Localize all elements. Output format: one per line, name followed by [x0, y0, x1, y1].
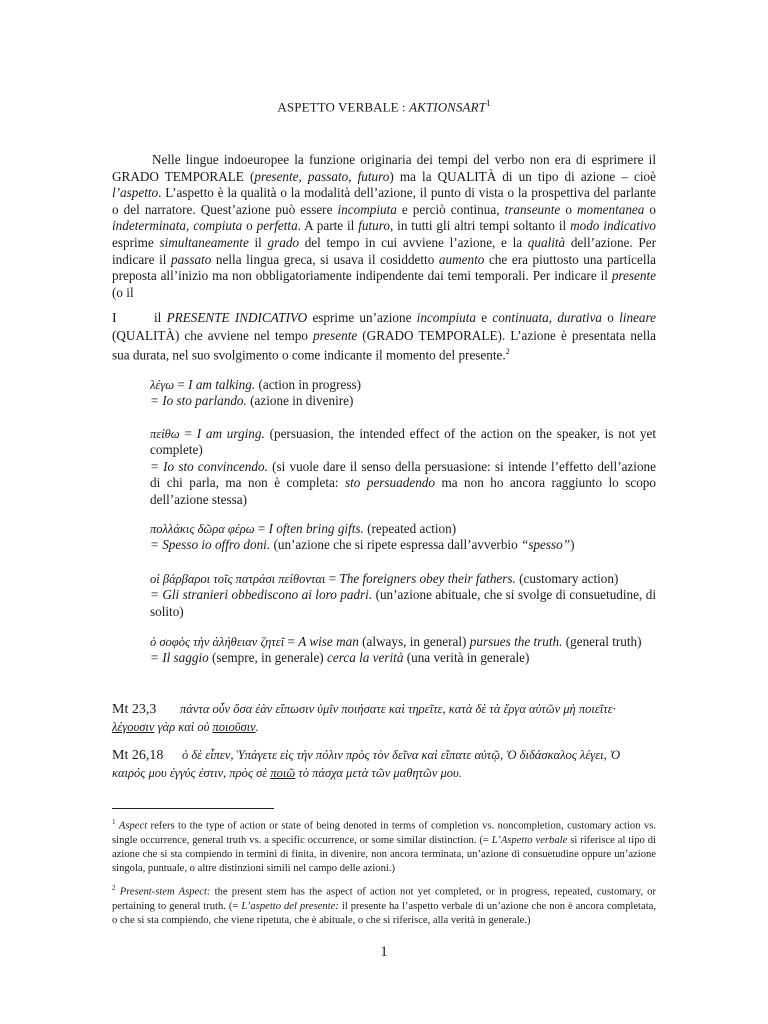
- title-emphasis: AKTIONSART: [409, 99, 486, 115]
- footnote-ref-2[interactable]: 2: [505, 347, 510, 357]
- page-title: [112, 98, 656, 115]
- quote-mt-26-18: Mt 26,18 ὁ δὲ εἶπεν, Ὑπάγετε εἰς τὴν πόλιν πρὸς τὸν δεῖνα καὶ εἴπατε αὐτῷ, Ὁ διδάσκαλος λέγει, Ὁ καιρός μου ἐγγύς ἐστιν, πρὸς σὲ ποιῶ τὸ πάσχα μετὰ τῶν μαθητῶν μου.: [112, 748, 621, 780]
- footnote-ref-1[interactable]: 1: [485, 98, 491, 108]
- example-peitho: πείθω = I am urging. (persuasion, the intended effect of the action on the speaker, is not yet complete) = Io sto convincendo. (si vuole dare il senso della persuasione: si intende l’effetto dell’azione di chi parla, ma non è completa: sto persuadendo ma non ho ancora raggiunto lo scopo dell’azione stessa): [150, 426, 656, 507]
- verse-reference: Mt 23,3: [112, 702, 157, 717]
- quote-mt-23-3: Mt 23,3 πάντα οὖν ὅσα ἐὰν εἴπωσιν ὑμῖν ποιήσατε καὶ τηρεῖτε, κατὰ δὲ τὰ ἔργα αὐτῶν μὴ ποιεῖτε· λέγουσιν γὰρ καὶ οὐ ποιοῦσιν.: [112, 702, 616, 734]
- example-pollakis: πολλάκις δῶρα φέρω = I often bring gifts. (repeated action) = Spesso io offro doni. (un’azione che si ripete espressa dall’avverbio “spesso”): [150, 521, 575, 553]
- title-text: ASPETTO VERBALE :: [277, 99, 410, 115]
- intro-paragraph: Nelle lingue indoeuropee la funzione originaria dei tempi del verbo non era di esprimere il GRADO TEMPORALE (presente, passato, futuro) ma la QUALITÀ di un tipo di azione – cioè l’aspetto. L’aspetto è la qualità o la modalità dell’azione, il punto di vista o la prospettiva del parlante o del narratore. Quest’azione può essere incompiuta e perciò continua, transeunte o momentanea o indeterminata, compiuta o perfetta. A parte il futuro, in tutti gli altri tempi soltanto il modo indicativo esprime simultaneamente il grado del tempo in cui avviene l’azione, e la qualità dell’azione. Per indicare il passato nella lingua greca, si usava il cosiddetto aumento che era piuttosto una particella preposta all’inizio ma non obbligatoriamente indipendente dai temi temporali. Per indicare il presente (o il: [112, 152, 657, 300]
- section-number: I: [112, 311, 117, 326]
- example-barbaroi: οἱ βάρβαροι τοῖς πατράσι πείθονται = The foreigners obey their fathers. (customary action) = Gli stranieri obbediscono ai loro padri. (un’azione abituale, che si svolge di consuetudine, di solito): [150, 571, 656, 619]
- example-lego: λέγω = I am talking. (action in progress) = Io sto parlando. (azione in divenire): [150, 377, 361, 409]
- verse-reference: Mt 26,18: [112, 748, 164, 763]
- footnote-2: $^2$ Present-stem Aspect: the present stem has the aspect of action not yet completed, or in progress, repeated, customary, or pertaining to general truth. (= L’aspetto del presente: il presente ha l’aspetto verbale di un’azione che non è ancora completata, o che si sta compiendo, che viene ripetuta, che è abituale, o che si riferisce, alla verità in generale.): [112, 884, 657, 926]
- footnote-1: $^1$ Aspect refers to the type of action or state of being denoted in terms of completion vs. noncompletion, customary action vs. single occurrence, general truth vs. a specific occurrence, or some similar distinction. (= L’Aspetto verbale si riferisce al tipo di azione che si sta compiendo in termini di finita, in divenire, non ancora terminata, un’azione di consuetudine oppure un’azione singola, puntuale, o altre distinzioni simili nel campo delle azioni.): [112, 818, 656, 874]
- example-sophos: ὁ σοφὸς τὴν ἀλήθειαν ζητεῖ = A wise man (always, in general) pursues the truth. (general truth) = Il saggio (sempre, in generale) cerca la verità (una verità in generale): [150, 634, 642, 666]
- footnote-separator: [112, 808, 274, 809]
- present-indicative-paragraph: I il PRESENTE INDICATIVO esprime un’azione incompiuta e continuata, durativa o lineare (QUALITÀ) che avviene nel tempo presente (GRADO TEMPORALE). L’azione è presentata nella sua durata, nel suo svolgimento o come indicante il momento del presente.$^2$: [112, 310, 657, 363]
- page-number: 1: [380, 944, 388, 960]
